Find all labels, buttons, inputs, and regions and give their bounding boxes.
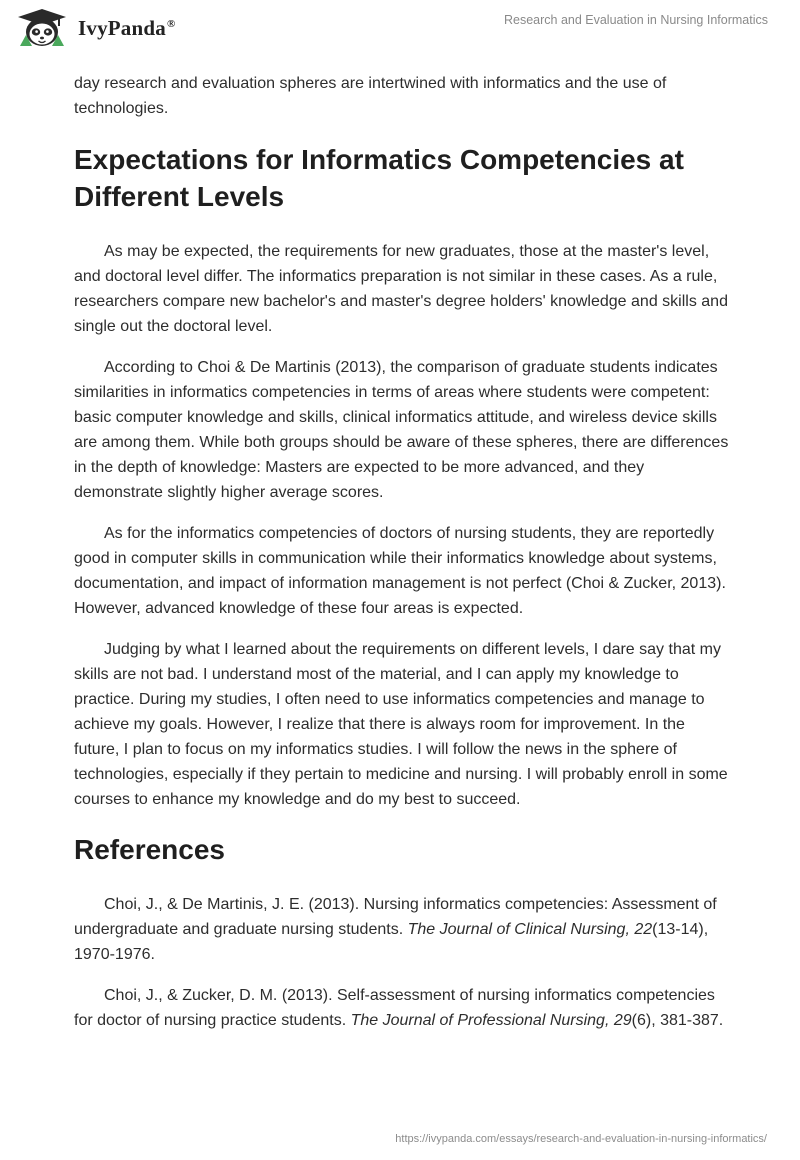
brand-name: IvyPanda® [78,15,176,40]
journal-title: The Journal of Clinical Nursing, 22 [407,921,653,938]
source-url[interactable]: https://ivypanda.com/essays/research-and-evaluation-in-nursing-informatics/ [395,1133,767,1145]
essay-content [74,71,734,1033]
journal-title: The Journal of Professional Nursing, 29 [350,1012,632,1029]
paragraph: As for the informatics competencies of doctors of nursing students, they are reportedly good in computer skills in communication while their informatics knowledge about systems, documentation, and impact of information management is not perfect (Choi & Zucker, 2013). However, advanced knowledge of these four areas is expected. [74,525,726,617]
document-title: Research and Evaluation in Nursing Informatics [503,13,768,27]
paragraph: Judging by what I learned about the requirements on different levels, I dare say that my skills are not bad. I understand most of the material, and I can apply my knowledge to practice. During my studies, I often need to use informatics competencies and manage to achieve my goals. However, I realize that there is always room for improvement. In the future, I plan to focus on my informatics studies. I will follow the news in the sphere of technologies, especially if they pertain to medicine and nursing. I will probably enroll in some courses to enhance my knowledge and do my best to succeed. [74,641,728,808]
paragraph: According to Choi & De Martinis (2013), the comparison of graduate students indicates similarities in informatics competencies in terms of areas where students were competent: basic computer knowledge and skills, clinical informatics attitude, and wireless device skills are among them. While both groups should be aware of these spheres, there are differences in the depth of knowledge: Masters are expected to be more advanced, and they demonstrate slightly higher average scores. [74,359,729,501]
reference-item: Choi, J., & Zucker, D. M. (2013). Self-assessment of nursing informatics competencies for doctor of nursing practice students. The Journal of Professional Nursing, 29(6), 381-387. [74,987,724,1029]
page-header [0,0,800,70]
intro-continuation: day research and evaluation spheres are intertwined with informatics and the use of technologies. [74,75,667,117]
panda-graduate-icon [14,8,70,48]
paragraph: As may be expected, the requirements for new graduates, those at the master's level, and doctoral level differ. The informatics preparation is not similar in these cases. As a rule, researchers compare new bachelor's and master's degree holders' knowledge and skills and single out the doctoral level. [74,243,728,335]
ivypanda-logo[interactable] [14,8,175,48]
reference-item: Choi, J., & De Martinis, J. E. (2013). Nursing informatics competencies: Assessment of undergraduate and graduate nursing students. The Journal of Clinical Nursing, 22(13-14), 1970-1976. [74,896,717,963]
references-heading: References [74,834,225,865]
section-heading: Expectations for Informatics Competencies at Different Levels [74,144,684,212]
registered-mark: ® [166,17,176,30]
